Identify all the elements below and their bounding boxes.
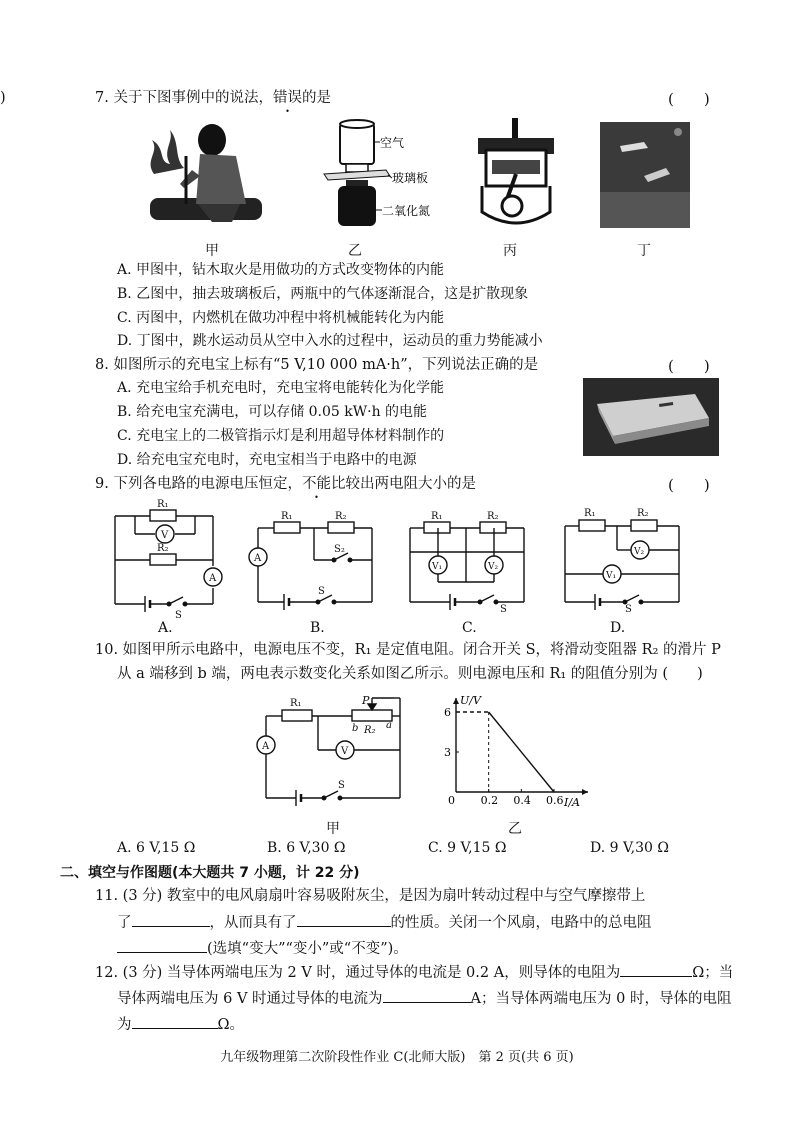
q10-label-jia: 甲 <box>326 821 340 837</box>
q9-stem: 9. 下列各电路的电源电压恒定，不能比较出两电阻大小的是 <box>95 476 476 492</box>
q11-line2: 了 ，从而具有了 的性质。关闭一个风扇，电路中的总电阻 <box>117 912 652 933</box>
q11-blank-3[interactable] <box>117 938 207 953</box>
q7-option-d: D. 丁图中，跳水运动员从空中入水的过程中，运动员的重力势能减小 <box>117 333 543 349</box>
q9-label-a: A. <box>158 620 173 636</box>
q10-graph-yi <box>436 690 596 814</box>
q7-label-c: 丙 <box>503 243 517 259</box>
margin-mark: ) <box>0 90 6 106</box>
q7-option-a: A. 甲图中，钻木取火是用做功的方式改变物体的内能 <box>117 262 445 278</box>
q10-p-label: P <box>362 694 370 707</box>
q9a-ammeter-label: A <box>209 573 217 584</box>
q10-voltmeter-label: V <box>341 746 349 757</box>
q9c-r2-label: R₂ <box>487 511 499 522</box>
graph-data-line <box>456 712 554 792</box>
q9-label-b: B. <box>310 620 325 636</box>
q8-option-c: C. 充电宝上的二极管指示灯是利用超导体材料制作的 <box>117 428 445 444</box>
q8-stem: 8. 如图所示的充电宝上标有“5 V,10 000 mA·h”，下列说法正确的是 <box>95 357 539 373</box>
q7-option-c: C. 丙图中，内燃机在做功冲程中将机械能转化为内能 <box>117 310 445 326</box>
q10-r2-label: R₂ <box>364 725 376 736</box>
q7-answer-paren: ( ) <box>668 90 710 108</box>
q9-label-c: C. <box>462 620 477 636</box>
q12-blank-1[interactable] <box>620 962 692 977</box>
q9b-s2-label: S₂ <box>334 544 345 555</box>
q10-line1: 10. 如图甲所示电路中，电源电压不变，R₁ 是定值电阻。闭合开关 S，将滑动变阻器 R₂ 的滑片 P <box>95 642 721 658</box>
q7-label-a: 甲 <box>205 243 219 259</box>
q11-line3: (选填“变大”“变小”或“不变”)。 <box>117 938 408 959</box>
q10-a-label: a <box>386 720 392 731</box>
q9-label-d: D. <box>610 620 626 636</box>
graph-segment-slope <box>489 712 554 792</box>
q9c-switch-label: S <box>500 604 507 615</box>
graph-xtick-label-0: 0.2 <box>480 794 499 807</box>
q9b-r2-label: R₂ <box>335 511 347 522</box>
q12-line3: 为 Ω。 <box>117 1014 244 1035</box>
q7-figure-d-diver-photo <box>600 122 690 228</box>
q9d-switch-label: S <box>625 604 632 615</box>
q12-blank-3[interactable] <box>132 1014 218 1029</box>
q10-ammeter-label: A <box>262 741 270 752</box>
q8-option-d: D. 给充电宝充电时，充电宝相当于电路中的电源 <box>117 452 417 468</box>
q9d-r1-label: R₁ <box>584 508 596 519</box>
graph-xtick-label-1: 0.4 <box>513 794 531 807</box>
q10-r1-label: R₁ <box>290 698 302 709</box>
q9c-r1-label: R₁ <box>431 511 443 522</box>
q9-emphasis: 不能 <box>301 476 331 492</box>
q12-line2: 导体两端电压为 6 V 时通过导体的电流为 A；当导体两端电压为 0 时，导体的电阻 <box>117 988 731 1009</box>
q9-answer-paren: ( ) <box>668 476 710 494</box>
q8-answer-paren: ( ) <box>668 357 710 375</box>
q11-blank-2[interactable] <box>297 912 391 927</box>
q12-line1: 12. (3 分) 当导体两端电压为 2 V 时，通过导体的电流是 0.2 A，则导体的电阻为 Ω；当 <box>95 962 733 983</box>
graph-xlabel: I/A <box>564 796 580 809</box>
q10-line2: 从 a 端移到 b 端，两电表示数变化关系如图乙所示。则电源电压和 R₁ 的阻值分别为 ( ) <box>117 666 703 682</box>
q9a-voltmeter-label: V <box>161 530 169 541</box>
q9-circuit-d <box>555 500 685 615</box>
q11-line1: 11. (3 分) 教室中的电风扇扇叶容易吸附灰尘，是因为扇叶转动过程中与空气摩擦带上 <box>95 888 646 904</box>
graph-ylabel: U/V <box>460 694 481 707</box>
q10-circuit-jia <box>252 688 412 812</box>
section-2-title: 二、填空与作图题(本大题共 7 小题，计 22 分) <box>60 865 360 881</box>
q9d-v2-label: V₂ <box>634 547 645 557</box>
q7-b-label-glass: 玻璃板 <box>392 171 429 185</box>
q7-label-b: 乙 <box>348 243 362 259</box>
q7-label-d: 丁 <box>637 243 651 259</box>
q9c-v1-label: V₁ <box>432 562 443 572</box>
q12-blank-2[interactable] <box>383 988 471 1003</box>
q7-emphasis: 错误 <box>272 90 302 106</box>
q9a-switch-label: S <box>175 610 182 621</box>
q7-figure-b-diffusion <box>318 118 448 230</box>
q9b-switch-label: S <box>318 586 325 597</box>
q9-circuit-c <box>400 508 530 615</box>
q7-option-b: B. 乙图中，抽去玻璃板后，两瓶中的气体逐渐混合，这是扩散现象 <box>117 286 529 302</box>
q7-b-label-air: 空气 <box>380 136 405 150</box>
q8-option-b: B. 给充电宝充满电，可以存储 0.05 kW·h 的电能 <box>117 404 428 420</box>
q9-circuit-b <box>248 508 378 612</box>
q8-option-a: A. 充电宝给手机充电时，充电宝将电能转化为化学能 <box>117 380 445 396</box>
q10-b-label: b <box>352 723 359 734</box>
graph-xtick-label-2: 0.6 <box>546 794 564 807</box>
graph-ytick-label-0: 3 <box>444 746 451 759</box>
q9b-r1-label: R₁ <box>281 511 293 522</box>
q10-option-a: A. 6 V,15 Ω <box>117 840 196 856</box>
q7-b-label-no2: 二氧化氮 <box>382 204 431 218</box>
q10-label-yi: 乙 <box>508 821 522 837</box>
q9b-ammeter-label: A <box>254 553 262 564</box>
page-footer: 九年级物理第二次阶段性作业 C(北师大版) 第 2 页(共 6 页) <box>220 1050 574 1065</box>
q10-option-d: D. 9 V,30 Ω <box>590 840 669 856</box>
q9a-r1-label: R₁ <box>157 499 169 510</box>
q9a-r2-label: R₂ <box>157 543 169 554</box>
q10-option-b: B. 6 V,30 Ω <box>267 840 346 856</box>
q10-option-c: C. 9 V,15 Ω <box>428 840 507 856</box>
graph-ytick-label-1: 6 <box>444 706 451 719</box>
q7-stem: 7. 关于下图事例中的说法，错误的是 <box>95 90 331 106</box>
q10-switch-label: S <box>338 780 345 791</box>
graph-origin: 0 <box>448 794 455 807</box>
q7-figure-c-engine <box>472 116 562 228</box>
q9d-v1-label: V₁ <box>606 571 617 581</box>
q9d-r2-label: R₂ <box>637 508 649 519</box>
q7-figure-a-drilling-fire <box>140 112 270 230</box>
q9-circuit-a <box>105 496 225 621</box>
q11-blank-1[interactable] <box>132 912 210 927</box>
q8-powerbank-photo <box>583 378 719 456</box>
q9c-v2-label: V₂ <box>488 562 499 572</box>
